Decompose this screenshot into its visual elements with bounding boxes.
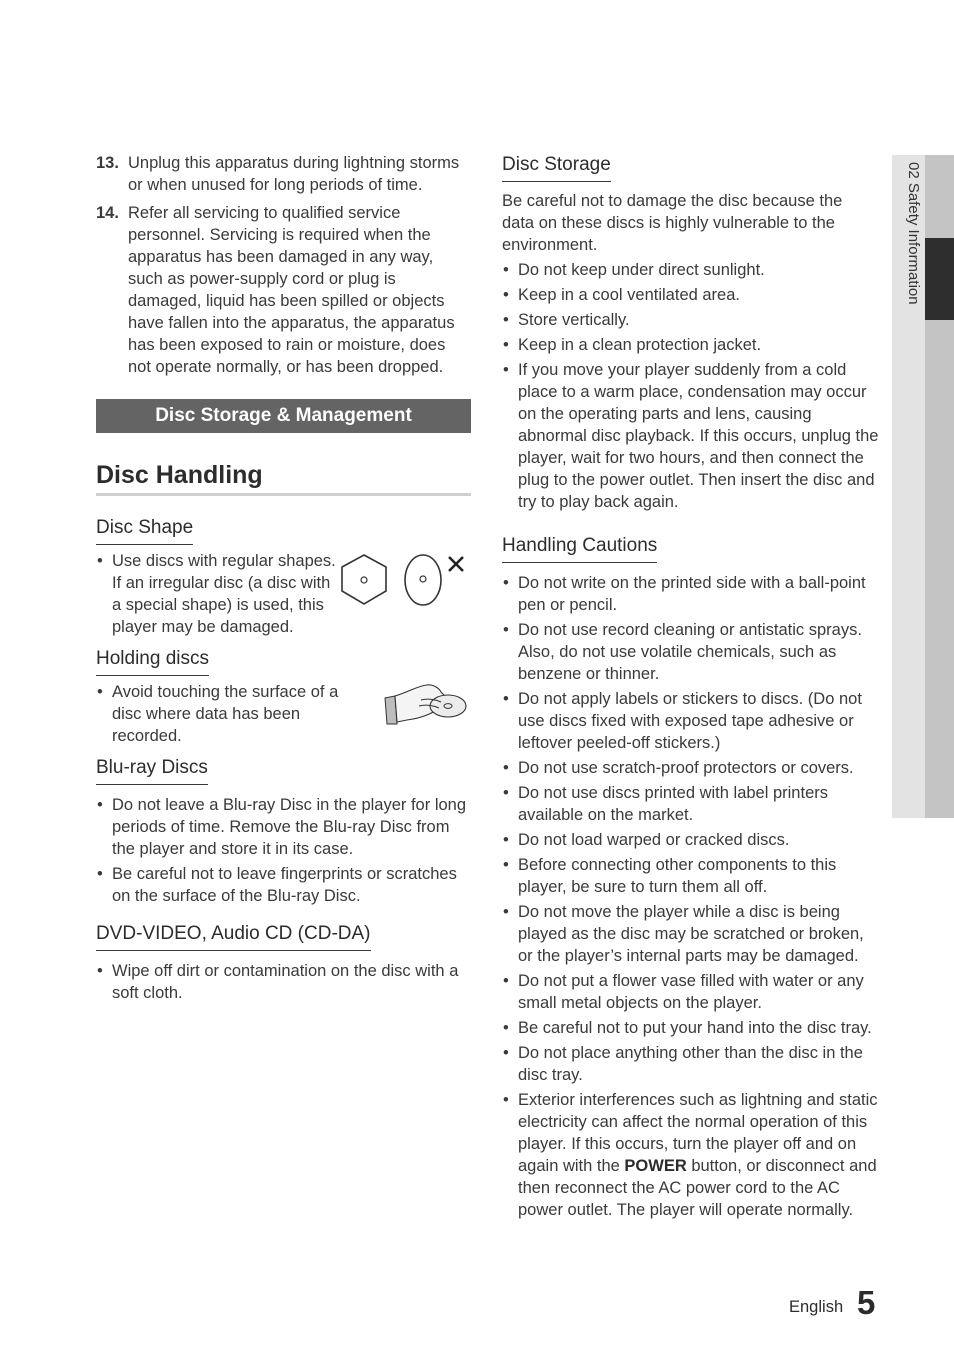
bluray-list [96,794,472,910]
item-text: Unplug this apparatus during lightning storms or when unused for long periods of time. [128,154,460,194]
list-item: • If you move your player suddenly from a cold place to a warm place, condensation may occur on the operating parts and lens, causing abnormal disc playback. If this occurs, unplug the player, wait for two hours, and then connect the plug to the power outlet. Then insert the disc and try to play back again. [502,359,880,513]
list-item: • Do not move the player while a disc is being played as the disc may be scratched or broken, or the player’s internal parts may be damaged. [502,901,880,967]
disc-shape-text: • Use discs with regular shapes. If an irregular disc (a disc with a special shape) is used, this player may be damaged. [112,552,336,636]
list-item [96,681,346,747]
list-item: • Wipe off dirt or contamination on the disc with a soft cloth. [96,960,472,1004]
list-item: • Keep in a cool ventilated area. [502,284,880,306]
list-item: • Keep in a clean protection jacket. [502,334,880,356]
holding-discs-heading: Holding discs [96,646,209,676]
item-number: 14. [96,204,119,222]
cross-mark-icon [449,557,463,571]
list-item: • Do not use discs printed with label printers available on the market. [502,782,880,826]
handling-cautions-list [502,572,880,1224]
item-number: 13. [96,154,119,172]
list-item: • Do not load warped or cracked discs. [502,829,880,851]
page-number: 5 [857,1284,876,1321]
disc-storage-heading: Disc Storage [502,152,611,182]
numbered-safety-list [96,152,472,384]
title-rule [96,493,471,496]
list-item: • Do not use record cleaning or antistatic sprays. Also, do not use volatile chemicals, such as benzene or thinner. [502,619,880,685]
list-item: • Store vertically. [502,309,880,331]
list-item: • Be careful not to leave fingerprints or scratches on the surface of the Blu-ray Disc. [96,863,472,907]
list-item: • Do not leave a Blu-ray Disc in the player for long periods of time. Remove the Blu-ray Disc from the player and store it in its case. [96,794,472,860]
list-item: • Do not use scratch-proof protectors or covers. [502,757,880,779]
hand-holding-disc-icon [383,682,469,726]
handling-cautions-heading: Handling Cautions [502,533,657,563]
list-item [502,1089,880,1221]
exterior-text-start: Exterior interferences such as lightning and static electricity can affect the normal operation of this player. If this occurs, turn the player off and on again with the [518,1091,878,1175]
numbered-item [96,152,472,196]
list-item: • Do not apply labels or stickers to discs. (Do not use discs fixed with exposed tape adhesive or leftover peeled-off stickers.) [502,688,880,754]
irregular-disc-illustration [340,551,470,609]
holding-text: Avoid touching the surface of a disc where data has been recorded. [112,683,339,745]
list-item: • Do not place anything other than the disc in the disc tray. [502,1042,880,1086]
side-tab-marker [925,238,954,320]
dvd-list [96,960,472,1007]
numbered-item [96,202,472,378]
section-banner: Disc Storage & Management [96,399,471,433]
list-item: • Be careful not to put your hand into the disc tray. [502,1017,880,1039]
exterior-text-end: button, or disconnect and then reconnect the AC power cord to the AC power outlet. The player will operate normally. [518,1157,877,1219]
bluray-heading: Blu-ray Discs [96,755,208,785]
irregular-disc-oval-icon [405,555,441,605]
disc-shape-heading: Disc Shape [96,515,193,545]
disc-storage-list [502,259,880,516]
irregular-disc-hexagon-icon [342,555,386,604]
disc-storage-intro: Be careful not to damage the disc because the data on these discs is highly vulnerable to the environment. [502,192,843,254]
power-label: POWER [624,1157,687,1175]
holding-list [96,681,346,750]
list-item: • Do not put a flower vase filled with water or any small metal objects on the player. [502,970,880,1014]
list-item: • Before connecting other components to this player, be sure to turn them all off. [502,854,880,898]
item-text: Refer all servicing to qualified service personnel. Servicing is required when the apparatus has been damaged in any way, such as power-supply cord or plug is damaged, liquid has been spilled or objects have fallen into the apparatus, the apparatus has been exposed to rain or moisture, does not operate normally, or has been dropped. [128,204,455,376]
disc-handling-title: Disc Handling [96,461,263,489]
side-tab-label: 02 Safety Information [905,162,922,305]
footer-language: English [789,1298,844,1316]
list-item: • Do not write on the printed side with a ball-point pen or pencil. [502,572,880,616]
list-item: • Do not keep under direct sunlight. [502,259,880,281]
dvd-heading: DVD-VIDEO, Audio CD (CD-DA) [96,921,371,951]
